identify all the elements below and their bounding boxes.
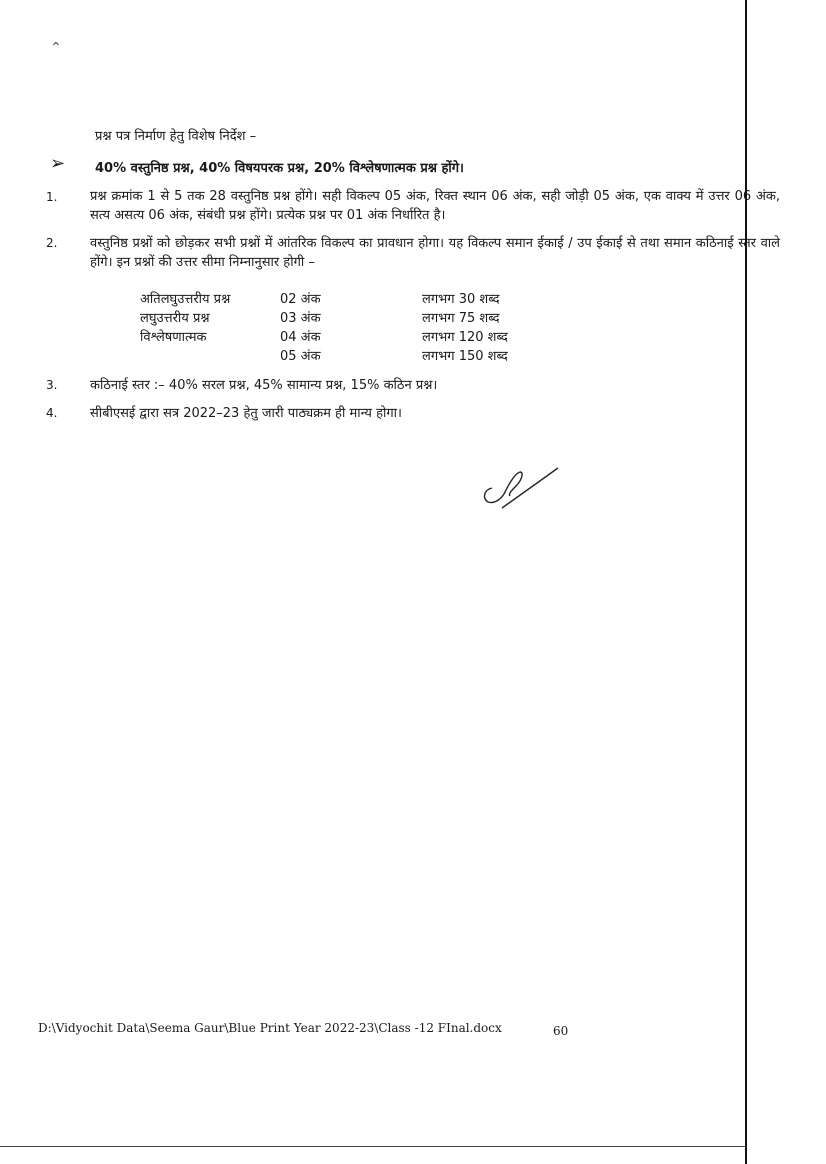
question-distribution: 40% वस्तुनिष्ठ प्रश्न, 40% विषयपरक प्रश्न, 20% विश्लेषणात्मक प्रश्न होंगे। xyxy=(95,161,464,176)
question-type: विश्लेषणात्मक xyxy=(140,330,207,345)
word-limit: लगभग 30 शब्द xyxy=(422,292,500,307)
scan-border-right xyxy=(745,0,747,1164)
item-number: 1. xyxy=(46,190,58,204)
item-text: वस्तुनिष्ठ प्रश्नों को छोड़कर सभी प्रश्नों में आंतरिक विकल्प का प्रावधान होगा। यह विकल्प समान ईकाई / उप ईकाई से तथा समान कठिनाई स्तर वाले होंगे। इन प्रश्नों की उत्तर सीमा निम्नानुसार होगी – xyxy=(90,236,780,270)
question-type: अतिलघुउत्तरीय प्रश्न xyxy=(140,292,231,307)
item-number: 4. xyxy=(46,406,58,420)
item-text: प्रश्न क्रमांक 1 से 5 तक 28 वस्तुनिष्ठ प्रश्न होंगे। सही विकल्प 05 अंक, रिक्त स्थान 06 अंक, सही जोड़ी 05 अंक, एक वाक्य में उत्तर 06 अंक, सत्य असत्य 06 अंक, संबंधी प्रश्न होंगे। प्रत्येक प्रश्न पर 01 अंक निर्धारित है। xyxy=(90,189,780,223)
word-limit: लगभग 150 शब्द xyxy=(422,349,508,364)
instructions-heading: प्रश्न पत्र निर्माण हेतु विशेष निर्देश – xyxy=(95,129,257,144)
page-number: 60 xyxy=(553,1024,569,1038)
item-number: 3. xyxy=(46,378,58,392)
question-type: लघुउत्तरीय प्रश्न xyxy=(140,311,210,326)
item-text: सीबीएसई द्वारा सत्र 2022–23 हेतु जारी पाठ्यक्रम ही मान्य होगा। xyxy=(90,406,402,421)
word-limit: लगभग 120 शब्द xyxy=(422,330,508,345)
marks: 02 अंक xyxy=(280,292,321,307)
word-limit: लगभग 75 शब्द xyxy=(422,311,500,326)
marks: 04 अंक xyxy=(280,330,321,345)
marks: 05 अंक xyxy=(280,349,321,364)
item-number: 2. xyxy=(46,236,58,250)
scan-border-bottom xyxy=(0,1146,745,1147)
corner-mark: ⌃ xyxy=(50,40,62,56)
file-path: D:\Vidyochit Data\Seema Gaur\Blue Print Year 2022-23\Class -12 FInal.docx xyxy=(38,1021,502,1035)
signature xyxy=(478,466,562,514)
arrow-bullet-icon: ➢ xyxy=(50,153,66,174)
marks: 03 अंक xyxy=(280,311,321,326)
item-text: कठिनाई स्तर :– 40% सरल प्रश्न, 45% सामान्य प्रश्न, 15% कठिन प्रश्न। xyxy=(90,378,438,393)
